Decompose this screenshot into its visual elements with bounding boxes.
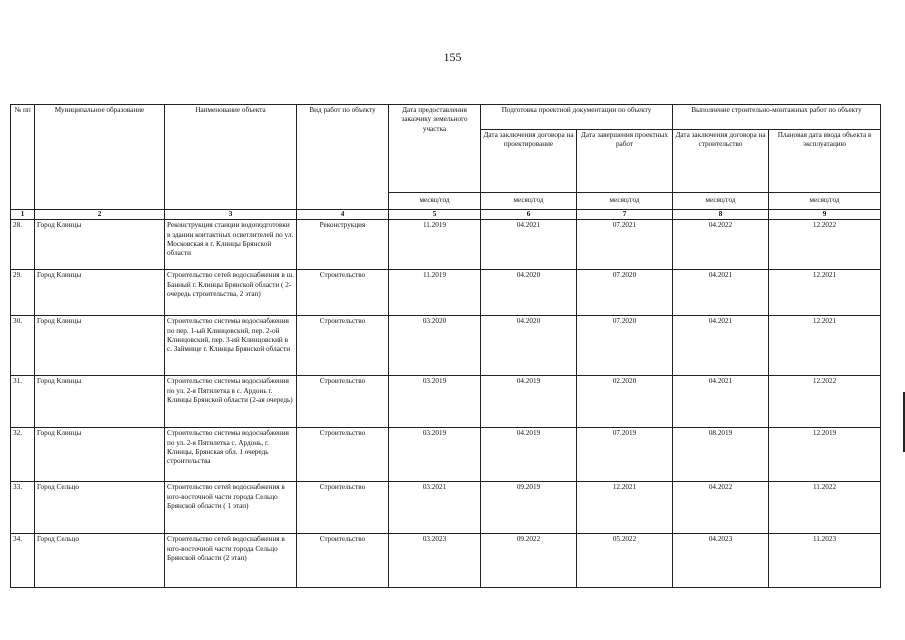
row-design-finish: 02.2020 xyxy=(577,376,673,428)
table-row xyxy=(11,482,881,534)
row-object: Реконструкция станции водоподготовки в здании контактных осветлителей по ул. Московская в г. Клинцы Брянской области xyxy=(165,220,297,270)
row-design-contract: 09.2022 xyxy=(481,534,577,588)
row-num: 28. xyxy=(11,220,35,270)
table-row xyxy=(11,534,881,588)
unit-label: месяц/год xyxy=(389,193,481,210)
row-municipality: Город Сельцо xyxy=(35,482,165,534)
row-commissioning: 12.2021 xyxy=(769,270,881,316)
row-design-finish: 05.2022 xyxy=(577,534,673,588)
row-design-contract: 04.2019 xyxy=(481,376,577,428)
row-object: Строительство сетей водоснабжения в юго-восточной части города Сельцо Брянской области (2 этап) xyxy=(165,534,297,588)
row-municipality: Город Клинцы xyxy=(35,270,165,316)
row-work-type: Строительство xyxy=(297,376,389,428)
row-num: 32. xyxy=(11,428,35,482)
row-construction-contract: 04.2022 xyxy=(673,220,769,270)
row-land-date: 03.2019 xyxy=(389,428,481,482)
unit-label: месяц/год xyxy=(481,193,577,210)
header-work-type: Вид работ по объекту xyxy=(297,105,389,210)
row-design-finish: 07.2020 xyxy=(577,316,673,376)
row-municipality: Город Клинцы xyxy=(35,220,165,270)
header-land-date: Дата предоставления заказчику земельного участка xyxy=(389,105,481,193)
row-work-type: Реконструкция xyxy=(297,220,389,270)
row-num: 31. xyxy=(11,376,35,428)
row-num: 30. xyxy=(11,316,35,376)
row-work-type: Строительство xyxy=(297,270,389,316)
row-land-date: 11.2019 xyxy=(389,270,481,316)
row-work-type: Строительство xyxy=(297,316,389,376)
row-municipality: Город Клинцы xyxy=(35,316,165,376)
row-municipality: Город Сельцо xyxy=(35,534,165,588)
row-construction-contract: 04.2021 xyxy=(673,270,769,316)
column-number: 2 xyxy=(35,210,165,220)
row-work-type: Строительство xyxy=(297,482,389,534)
column-number: 5 xyxy=(389,210,481,220)
header-municipality: Муниципальное образование xyxy=(35,105,165,210)
row-design-contract: 09.2019 xyxy=(481,482,577,534)
row-commissioning: 12.2022 xyxy=(769,220,881,270)
row-num: 34. xyxy=(11,534,35,588)
table-row xyxy=(11,220,881,270)
header-design-finish: Дата завершения проектных работ xyxy=(577,130,673,193)
row-commissioning: 12.2021 xyxy=(769,316,881,376)
row-design-finish: 07.2020 xyxy=(577,270,673,316)
table-row xyxy=(11,270,881,316)
header-object: Наименование объекта xyxy=(165,105,297,210)
row-work-type: Строительство xyxy=(297,428,389,482)
header-construction-contract: Дата заключения договора на строительство xyxy=(673,130,769,193)
row-commissioning: 12.2019 xyxy=(769,428,881,482)
header-construction-group: Выполнение строительно-монтажных работ по объекту xyxy=(673,105,881,130)
row-object: Строительство сетей водоснабжения в ш. Банный г. Клинцы Брянской области ( 2-очередь строительства, 2 этап) xyxy=(165,270,297,316)
row-land-date: 11.2019 xyxy=(389,220,481,270)
table-row xyxy=(11,428,881,482)
row-num: 29. xyxy=(11,270,35,316)
unit-label: месяц/год xyxy=(769,193,881,210)
row-municipality: Город Клинцы xyxy=(35,376,165,428)
unit-label: месяц/год xyxy=(673,193,769,210)
header-num: № пп xyxy=(11,105,35,210)
row-commissioning: 11.2022 xyxy=(769,482,881,534)
row-construction-contract: 04.2021 xyxy=(673,376,769,428)
column-number: 4 xyxy=(297,210,389,220)
row-object: Строительство сетей водоснабжения в юго-восточной части города Сельцо Брянской области ( 1 этап) xyxy=(165,482,297,534)
row-design-contract: 04.2019 xyxy=(481,428,577,482)
column-number: 7 xyxy=(577,210,673,220)
column-number: 9 xyxy=(769,210,881,220)
header-commissioning: Плановая дата ввода объекта в эксплуатацию xyxy=(769,130,881,193)
row-land-date: 03.2023 xyxy=(389,534,481,588)
header-design-group: Подготовка проектной документации по объекту xyxy=(481,105,673,130)
row-design-finish: 12.2021 xyxy=(577,482,673,534)
row-design-finish: 07.2019 xyxy=(577,428,673,482)
row-design-contract: 04.2021 xyxy=(481,220,577,270)
row-construction-contract: 04.2022 xyxy=(673,482,769,534)
header-design-contract: Дата заключения договора на проектирование xyxy=(481,130,577,193)
row-land-date: 03.2020 xyxy=(389,316,481,376)
table-row xyxy=(11,376,881,428)
row-design-contract: 04.2020 xyxy=(481,270,577,316)
row-design-finish: 07.2021 xyxy=(577,220,673,270)
table-row xyxy=(11,316,881,376)
unit-label: месяц/год xyxy=(577,193,673,210)
row-commissioning: 12.2022 xyxy=(769,376,881,428)
row-construction-contract: 04.2021 xyxy=(673,316,769,376)
row-object: Строительство системы водоснабжения по пер. 1-ый Клинцовский, пер. 2-ой Клинцовский, пер. 3-ий Клинцовский в с. Займище г. Клинцы Брянской области xyxy=(165,316,297,376)
row-commissioning: 11.2023 xyxy=(769,534,881,588)
column-number: 6 xyxy=(481,210,577,220)
row-land-date: 03.2021 xyxy=(389,482,481,534)
row-work-type: Строительство xyxy=(297,534,389,588)
column-number: 3 xyxy=(165,210,297,220)
row-land-date: 03.2019 xyxy=(389,376,481,428)
column-number: 1 xyxy=(11,210,35,220)
row-num: 33. xyxy=(11,482,35,534)
row-object: Строительство системы водоснабжения по ул. 2-я Пятилетка с. Ардонь, г. Клинцы, Брянская обл. 1 очередь строительства xyxy=(165,428,297,482)
row-design-contract: 04.2020 xyxy=(481,316,577,376)
row-construction-contract: 08.2019 xyxy=(673,428,769,482)
row-municipality: Город Клинцы xyxy=(35,428,165,482)
column-number: 8 xyxy=(673,210,769,220)
row-object: Строительство системы водоснабжения по ул. 2-я Пятилетка в с. Ардонь г. Клинцы Брянской области (2-ая очередь) xyxy=(165,376,297,428)
investment-schedule-table xyxy=(10,104,881,588)
row-construction-contract: 04.2023 xyxy=(673,534,769,588)
page-number: 155 xyxy=(443,50,462,64)
